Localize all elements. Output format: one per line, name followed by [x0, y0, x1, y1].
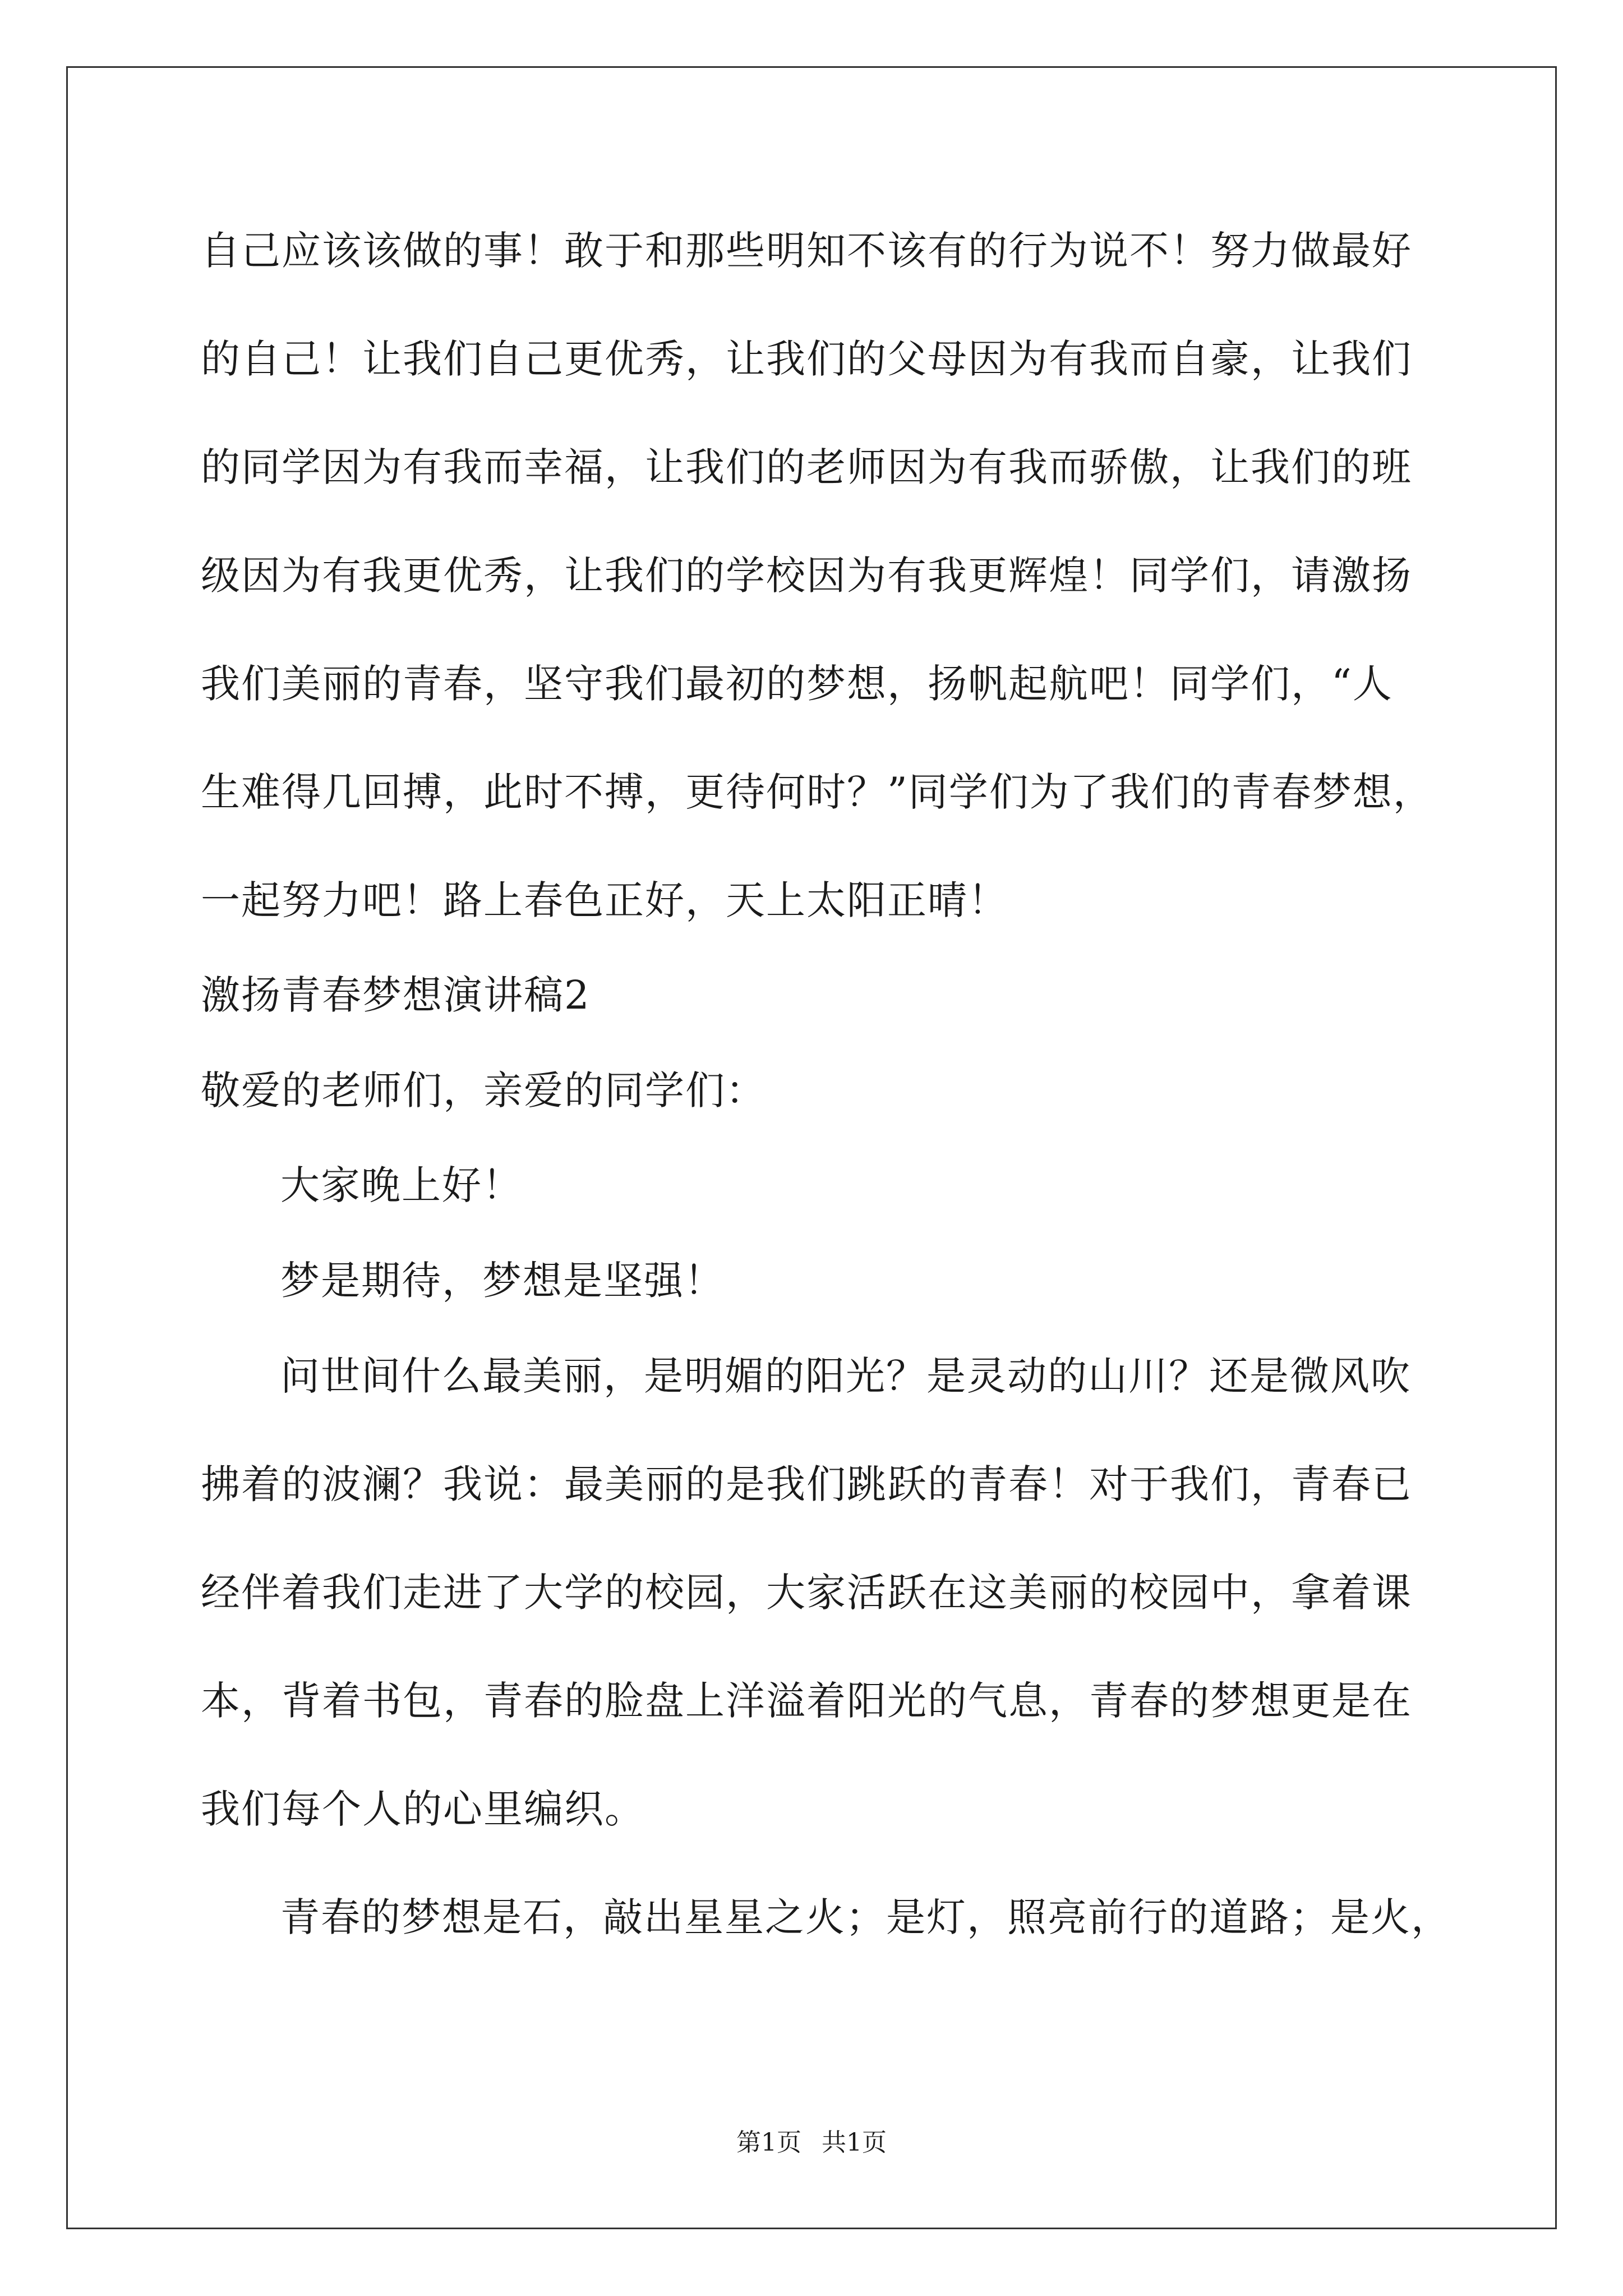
text-line: 本，背着书包，青春的脸盘上洋溢着阳光的气息，青春的梦想更是在 [201, 1678, 1412, 1724]
greeting-line: 大家晚上好！ [280, 1162, 523, 1208]
text-line: 级因为有我更优秀，让我们的学校因为有我更辉煌！同学们，请激扬 [201, 553, 1412, 599]
text-line: 生难得几回搏，此时不搏，更待何时？”同学们为了我们的青春梦想， [201, 769, 1433, 815]
salutation: 敬爱的老师们，亲爱的同学们： [201, 1068, 766, 1114]
page-number-current: 第1页 [736, 2128, 801, 2157]
page-number-total: 共1页 [822, 2128, 887, 2157]
text-line: 自己应该该做的事！敢于和那些明知不该有的行为说不！努力做最好 [201, 228, 1412, 274]
paragraph-line: 青春的梦想是石，敲出星星之火；是灯，照亮前行的道路；是火， [280, 1894, 1451, 1940]
text-line: 我们美丽的青春，坚守我们最初的梦想，扬帆起航吧！同学们，“人 [201, 661, 1393, 707]
text-line: 的自己！让我们自己更优秀，让我们的父母因为有我而自豪，让我们 [201, 336, 1412, 382]
text-line: 我们每个人的心里编织。 [201, 1786, 645, 1832]
text-line: 拂着的波澜？我说：最美丽的是我们跳跃的青春！对于我们，青春已 [201, 1461, 1412, 1507]
text-line: 的同学因为有我而幸福，让我们的老师因为有我而骄傲，让我们的班 [201, 444, 1412, 490]
text-line: 一起努力吧！路上春色正好，天上太阳正晴！ [201, 877, 1008, 923]
paragraph-line: 问世间什么最美丽，是明媚的阳光？是灵动的山川？还是微风吹 [280, 1353, 1411, 1399]
text-line: 经伴着我们走进了大学的校园，大家活跃在这美丽的校园中，拿着课 [201, 1570, 1412, 1616]
page-footer [0, 2128, 1623, 2157]
paragraph-line: 梦是期待，梦想是坚强！ [280, 1258, 725, 1304]
section-heading: 激扬青春梦想演讲稿2 [201, 972, 591, 1018]
